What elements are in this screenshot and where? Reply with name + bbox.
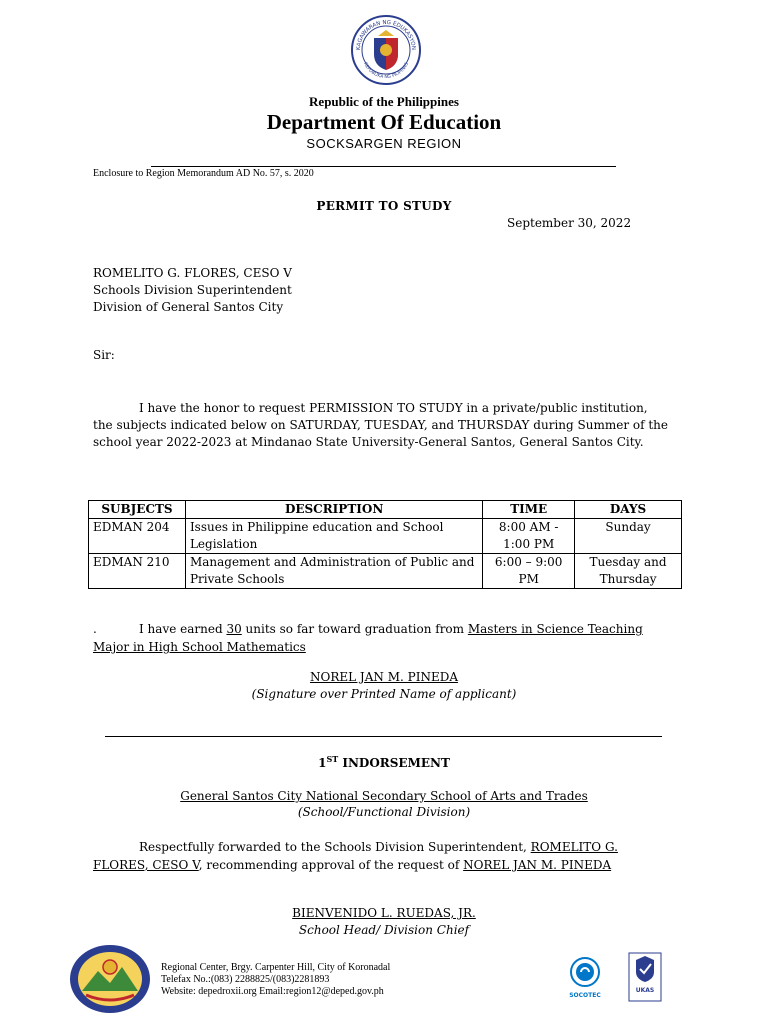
school-head-name bbox=[0, 906, 768, 920]
svg-text:UKAS: UKAS bbox=[635, 987, 655, 994]
forward-applicant: NOREL JAN M. PINEDA bbox=[463, 858, 612, 872]
indorsement-heading bbox=[0, 754, 768, 770]
footer-address: Regional Center, Brgy. Carpenter Hill, City of Koronadal bbox=[161, 962, 391, 973]
indorsement-number: 1 bbox=[318, 756, 327, 770]
program-name: Masters in Science Teaching Major in High School Mathematics bbox=[93, 622, 643, 654]
leading-dot: . bbox=[93, 622, 97, 636]
table-header-cell: DAYS bbox=[575, 501, 682, 519]
addressee-block bbox=[93, 265, 292, 316]
deped-seal-logo bbox=[350, 14, 422, 86]
table-cell: Sunday bbox=[575, 519, 682, 554]
table-header-cell: TIME bbox=[483, 501, 575, 519]
indorsement-suffix: ST bbox=[326, 754, 339, 764]
header-divider bbox=[151, 166, 616, 167]
applicant-name bbox=[0, 670, 768, 684]
earned-prefix: I have earned bbox=[139, 622, 227, 636]
indorsement-label: INDORSEMENT bbox=[338, 756, 450, 770]
subjects-table bbox=[88, 500, 682, 589]
footer-contact bbox=[161, 962, 390, 998]
forward-paragraph bbox=[93, 838, 668, 874]
school-name bbox=[0, 789, 768, 803]
socotec-certification-logo bbox=[562, 954, 608, 1000]
table-cell: Tuesday and Thursday bbox=[575, 554, 682, 589]
units-value: 30 bbox=[226, 622, 242, 636]
salutation: Sir: bbox=[93, 348, 115, 362]
table-header-cell: DESCRIPTION bbox=[185, 501, 482, 519]
table-header-cell: SUBJECTS bbox=[89, 501, 186, 519]
earned-middle: units so far toward graduation from bbox=[241, 622, 468, 636]
forward-prefix: Respectfully forwarded to the Schools Division Superintendent, bbox=[139, 840, 531, 854]
svg-text:REPUBLIKA NG PILIPINAS: REPUBLIKA NG PILIPINAS bbox=[362, 61, 410, 81]
svg-text:KAGAWARAN NG EDUKASYON: KAGAWARAN NG EDUKASYON bbox=[355, 19, 417, 51]
applicant-name-text: NOREL JAN M. PINEDA bbox=[310, 670, 458, 684]
school-head-name-text: BIENVENIDO L. RUEDAS, JR. bbox=[292, 906, 476, 920]
request-paragraph: I have the honor to request PERMISSION TO STUDY in a private/public institution, the subjects indicated below on SATURDAY, TUESDAY, and THURSDAY during Summer of the school year 2022-2023 at Mindanao State University-General Santos, General Santos City. bbox=[93, 401, 668, 449]
forward-superintendent: ROMELITO G. FLORES, CESO V bbox=[93, 840, 618, 872]
ukas-certification-logo bbox=[628, 952, 662, 1002]
addressee-position: Schools Division Superintendent bbox=[93, 283, 292, 297]
region-heading: SOCKSARGEN REGION bbox=[306, 136, 462, 151]
document-title: PERMIT TO STUDY bbox=[316, 199, 452, 213]
footer-telefax: Telefax No.:(083) 2288825/(083)2281893 bbox=[161, 974, 330, 985]
table-row bbox=[89, 519, 682, 554]
table-row bbox=[89, 554, 682, 589]
addressee-office: Division of General Santos City bbox=[93, 300, 284, 314]
table-cell: Issues in Philippine education and School Legislation bbox=[185, 519, 482, 554]
table-cell: Management and Administration of Public and Private Schools bbox=[185, 554, 482, 589]
svg-text:SOCOTEC: SOCOTEC bbox=[569, 992, 601, 999]
section-divider bbox=[105, 736, 662, 737]
republic-heading: Republic of the Philippines bbox=[309, 94, 459, 109]
school-head-caption: School Head/ Division Chief bbox=[298, 923, 470, 937]
forward-middle: , recommending approval of the request of bbox=[198, 858, 464, 872]
units-earned-paragraph bbox=[93, 620, 668, 656]
applicant-caption: (Signature over Printed Name of applicant) bbox=[251, 687, 517, 701]
addressee-name: ROMELITO G. FLORES, CESO V bbox=[93, 266, 292, 280]
document-date: September 30, 2022 bbox=[507, 216, 632, 230]
regional-office-logo bbox=[68, 943, 152, 1015]
table-cell: EDMAN 210 bbox=[89, 554, 186, 589]
enclosure-note: Enclosure to Region Memorandum AD No. 57, s. 2020 bbox=[93, 168, 314, 179]
table-header-row bbox=[89, 501, 682, 519]
table-cell: EDMAN 204 bbox=[89, 519, 186, 554]
school-name-text: General Santos City National Secondary School of Arts and Trades bbox=[180, 789, 588, 803]
footer-website-email: Website: depedroxii.org Email:region12@deped.gov.ph bbox=[161, 986, 384, 997]
school-caption: (School/Functional Division) bbox=[297, 805, 471, 819]
table-cell: 6:00 – 9:00 PM bbox=[483, 554, 575, 589]
table-cell: 8:00 AM - 1:00 PM bbox=[483, 519, 575, 554]
department-heading: Department Of Education bbox=[266, 110, 502, 134]
